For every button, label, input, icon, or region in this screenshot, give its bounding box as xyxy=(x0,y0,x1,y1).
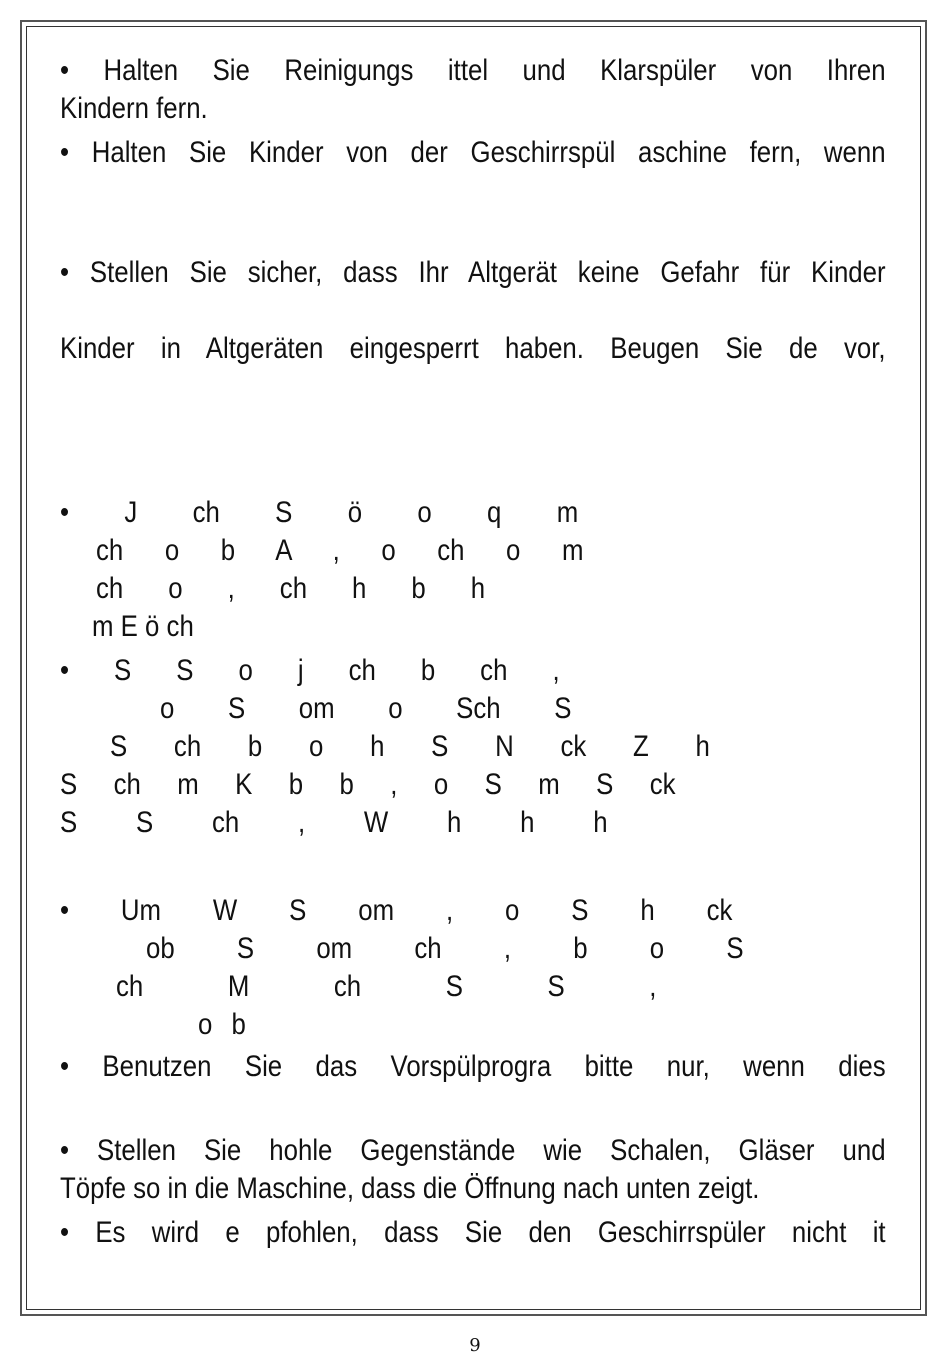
paragraph-line: • J ch S ö o q m xyxy=(60,496,579,529)
paragraph-line: ch M ch S S , xyxy=(116,970,657,1003)
paragraph-line: • Benutzen Sie das Vorspülprogra bitte nur, wenn dies xyxy=(60,1050,886,1083)
paragraph-line: ob S om ch , b o S xyxy=(146,932,744,965)
paragraph-line: • Stellen Sie sicher, dass Ihr Altgerät keine Gefahr für Kinder xyxy=(60,256,886,289)
paragraph-line: S S ch , W h h h xyxy=(60,806,608,839)
paragraph-line: Kindern fern. xyxy=(60,92,208,125)
paragraph-line: ch o , ch h b h xyxy=(96,572,486,605)
paragraph-line: • Es wird e pfohlen, dass Sie den Geschirrspüler nicht it xyxy=(60,1216,886,1249)
page-number: 9 xyxy=(469,1335,481,1356)
paragraph-line: o S om o Sch S xyxy=(160,692,572,725)
paragraph-line: S ch m K b b , o S m S ck xyxy=(60,768,676,801)
paragraph-line: Kinder in Altgeräten eingesperrt haben. Beugen Sie de vor, xyxy=(60,332,886,365)
paragraph-line: o b xyxy=(198,1008,246,1041)
paragraph-line: ch o b A , o ch o m xyxy=(96,534,584,567)
paragraph-line: • Stellen Sie hohle Gegenstände wie Schalen, Gläser und xyxy=(60,1134,886,1167)
paragraph-line: • Halten Sie Kinder von der Geschirrspül aschine fern, wenn xyxy=(60,136,886,169)
paragraph-line: Töpfe so in die Maschine, dass die Öffnung nach unten zeigt. xyxy=(60,1172,760,1205)
paragraph-line: • S S o j ch b ch , xyxy=(60,654,560,687)
paragraph-line: S ch b o h S N ck Z h xyxy=(110,730,710,763)
paragraph-line: m E ö ch xyxy=(92,610,194,643)
paragraph-line: • Um W S om , o S h ck xyxy=(60,894,733,927)
paragraph-line: • Halten Sie Reinigungs ittel und Klarspüler von Ihren xyxy=(60,54,886,87)
